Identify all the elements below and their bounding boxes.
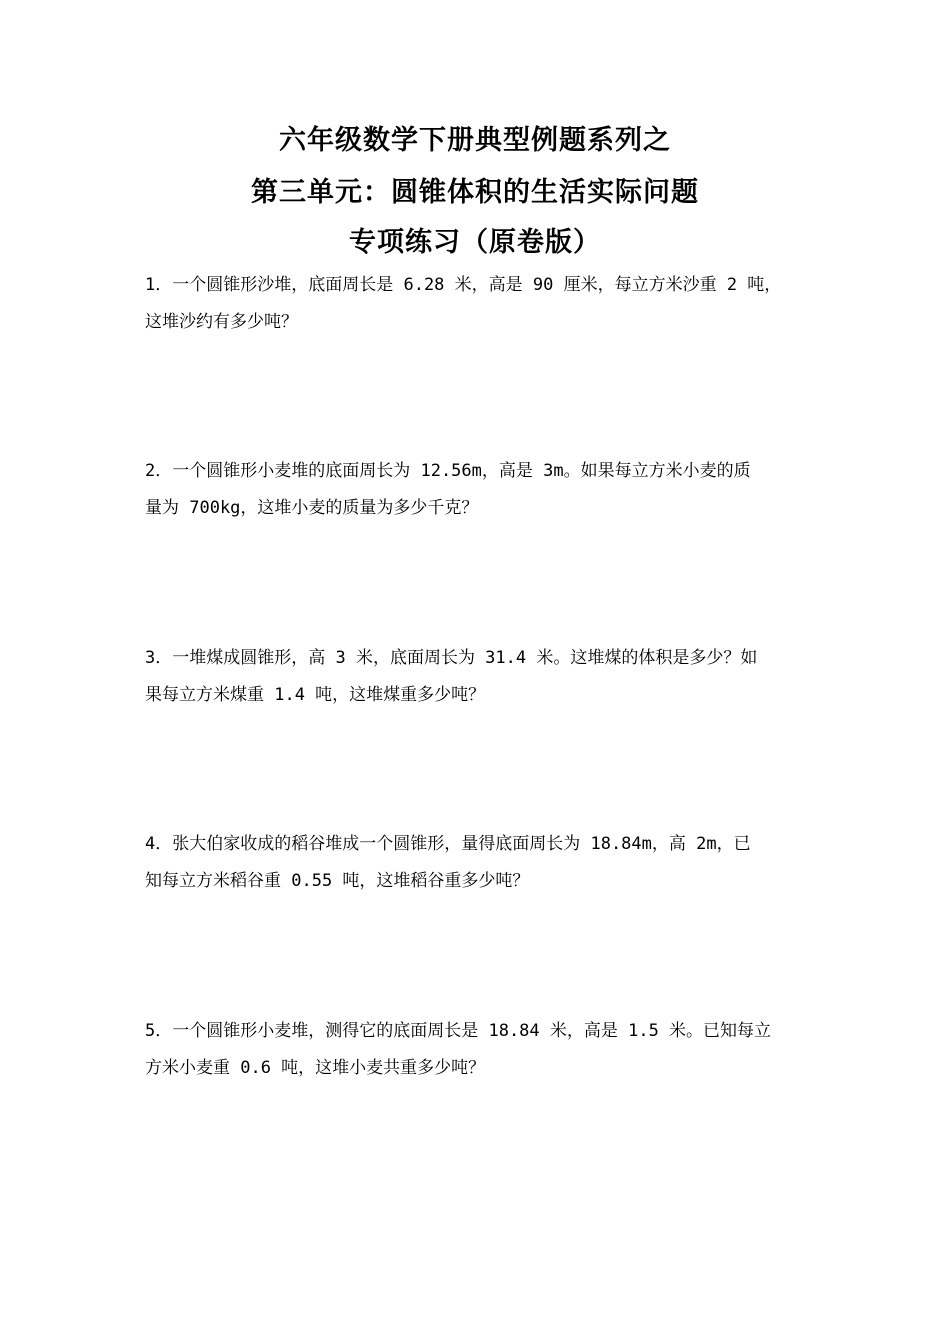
question-4 (145, 826, 810, 900)
question-2-line-1: 2．一个圆锥形小麦堆的底面周长为 12.56m，高是 3m。如果每立方米小麦的质 (145, 461, 751, 481)
question-3 (145, 640, 810, 714)
question-1 (145, 267, 810, 341)
title-line-2: 第三单元：圆锥体积的生活实际问题 (251, 177, 699, 208)
question-5-line-1: 5．一个圆锥形小麦堆，测得它的底面周长是 18.84 米，高是 1.5 米。已知每立 (145, 1021, 772, 1041)
question-5 (145, 1013, 810, 1087)
question-5-line-2: 方米小麦重 0.6 吨，这堆小麦共重多少吨？ (145, 1058, 486, 1078)
question-2 (145, 453, 810, 527)
title-line-3: 专项练习（原卷版） (349, 227, 601, 258)
question-1-line-2: 这堆沙约有多少吨？ (145, 312, 298, 332)
title-line-1: 六年级数学下册典型例题系列之 (279, 125, 671, 156)
question-3-line-1: 3．一堆煤成圆锥形，高 3 米，底面周长为 31.4 米。这堆煤的体积是多少？如 (145, 648, 758, 668)
question-4-line-2: 知每立方米稻谷重 0.55 吨，这堆稻谷重多少吨？ (145, 871, 530, 891)
question-1-line-1: 1．一个圆锥形沙堆，底面周长是 6.28 米，高是 90 厘米，每立方米沙重 2 吨， (145, 275, 782, 295)
question-4-line-1: 4．张大伯家收成的稻谷堆成一个圆锥形，量得底面周长为 18.84m，高 2m，已 (145, 834, 751, 854)
question-2-line-2: 量为 700kg，这堆小麦的质量为多少千克？ (145, 498, 479, 518)
question-3-line-2: 果每立方米煤重 1.4 吨，这堆煤重多少吨？ (145, 685, 486, 705)
